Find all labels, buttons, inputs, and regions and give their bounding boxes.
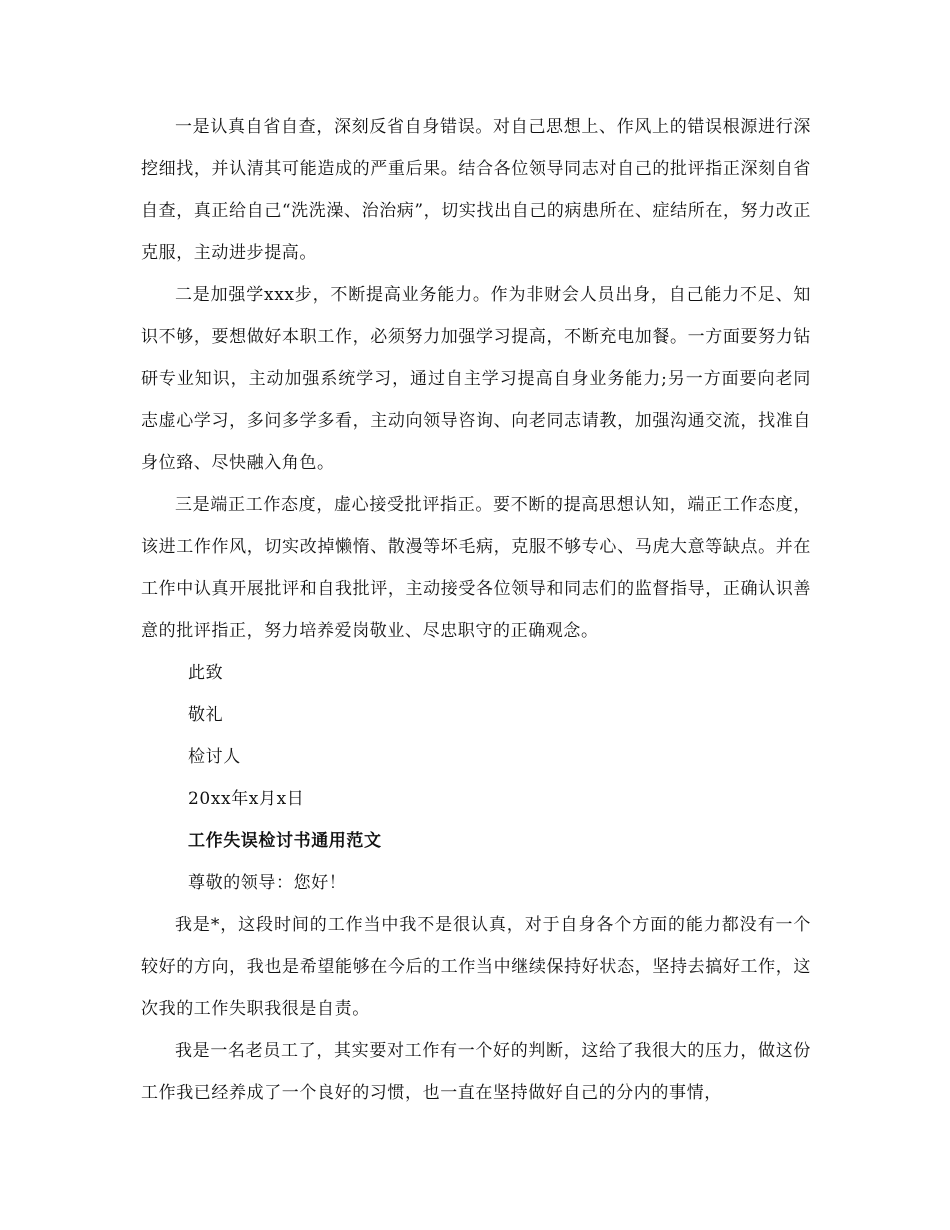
- document-body: [141, 106, 811, 1114]
- closing-salute-1: 此致: [188, 663, 224, 683]
- letter-date: 20xx年x月x日: [188, 789, 305, 809]
- letter-greeting: 尊敬的领导：您好！: [188, 873, 347, 893]
- paragraph-strengthen-study: 二是加强学xxx步，不断提高业务能力。作为非财会人员出身，自己能力不足、知识不够，要想做好本职工作，必须努力加强学习提高，不断充电加餐。一方面要努力钻研专业知识，主动加强系统学习，通过自主学习提高自身业务能力;另一方面要向老同志虚心学习，多问多学多看，主动向领导咨询、向老同志请教，加强沟通交流，找准自身位臵、尽快融入角色。: [141, 285, 811, 473]
- paragraph-work-attitude: 三是端正工作态度，虚心接受批评指正。要不断的提高思想认知，端正工作态度，该进工作作风，切实改掉懒惰、散漫等坏毛病，克服不够专心、马虎大意等缺点。并在工作中认真开展批评和自我批评，主动接受各位领导和同志们的监督指导，正确认识善意的批评指正，努力培养爱岗敬业、尽忠职守的正确观念。: [141, 495, 811, 641]
- section-title: 工作失误检讨书通用范文: [188, 831, 382, 851]
- signer-label: 检讨人: [188, 747, 241, 767]
- closing-salute-2: 敬礼: [188, 705, 224, 725]
- paragraph-veteran-employee: 我是一名老员工了，其实要对工作有一个好的判断，这给了我很大的压力，做这份工作我已经养成了一个良好的习惯，也一直在坚持做好自己的分内的事情，: [141, 1041, 811, 1103]
- paragraph-self-examination: 一是认真自省自查，深刻反省自身错误。对自己思想上、作风上的错误根源进行深挖细找，并认清其可能造成的严重后果。结合各位领导同志对自己的批评指正深刻自省自查，真正给自己“洗洗澡、治治病”，切实找出自己的病患所在、症结所在，努力改正克服，主动进步提高。: [141, 117, 811, 263]
- paragraph-introduction: 我是*，这段时间的工作当中我不是很认真，对于自身各个方面的能力都没有一个较好的方向，我也是希望能够在今后的工作当中继续保持好状态，坚持去搞好工作，这次我的工作失职我很是自责。: [141, 915, 811, 1019]
